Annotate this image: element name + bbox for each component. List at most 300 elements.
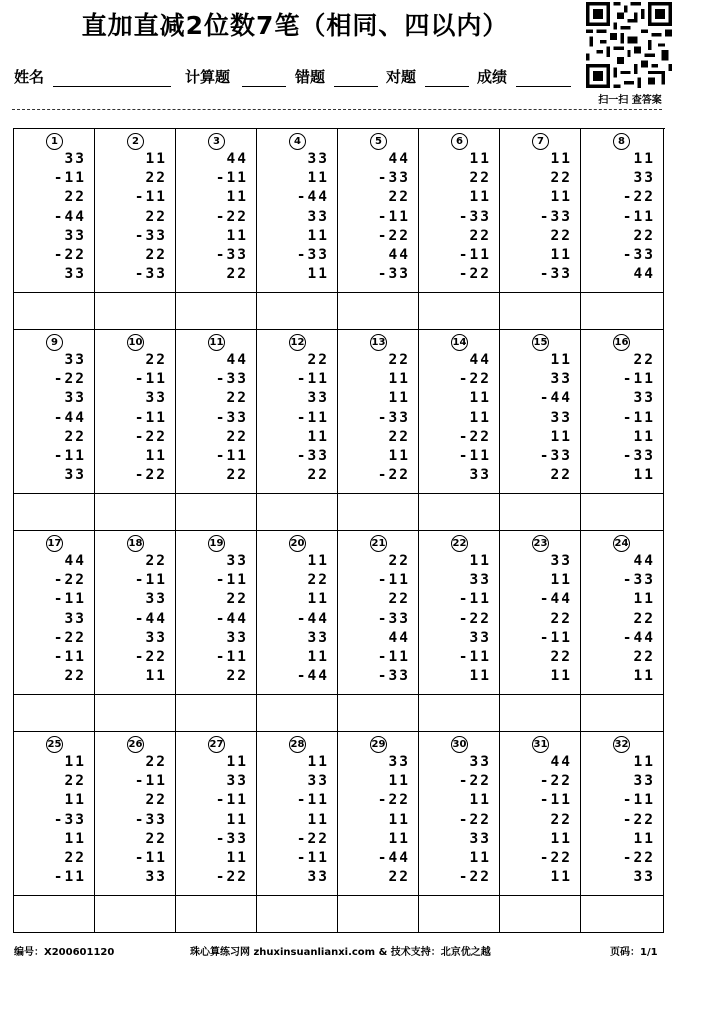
problem-value: 11 (307, 553, 329, 569)
problem-value: -33 (377, 668, 410, 685)
answer-box[interactable] (176, 494, 257, 531)
answer-box[interactable] (95, 695, 176, 732)
problem-value: -22 (296, 830, 329, 847)
cut-line (12, 109, 662, 110)
problem-cell (95, 531, 176, 695)
problem-value: 22 (633, 610, 655, 627)
problem-value: -11 (622, 792, 655, 809)
footer-serial: 编号：X200601120 (14, 947, 115, 958)
problem-value: 22 (388, 189, 410, 206)
problem-value: -22 (134, 649, 167, 665)
student-info-row (14, 66, 589, 90)
problem-cell (581, 732, 664, 896)
problem-cell (176, 732, 257, 896)
problem-value: 22 (226, 668, 248, 685)
answer-box[interactable] (95, 896, 176, 933)
problem-value: 11 (633, 754, 655, 770)
problem-value: -22 (53, 572, 86, 589)
problem-value: -44 (622, 629, 655, 646)
answer-box[interactable] (257, 896, 338, 933)
problem-value: 11 (388, 390, 410, 407)
problem-value: -44 (134, 610, 167, 627)
problem-value: 11 (307, 266, 329, 283)
problem-value: -11 (134, 850, 167, 866)
answer-box[interactable] (257, 494, 338, 531)
problem-value: 22 (226, 428, 248, 445)
problem-cell (419, 732, 500, 896)
problem-number: 3 (208, 133, 225, 150)
problem-value: 33 (145, 390, 167, 407)
problem-value: 11 (307, 649, 329, 665)
count-label: 计算题 (185, 68, 231, 86)
problem-value: 11 (388, 448, 410, 464)
problem-value: -44 (296, 189, 329, 206)
problem-value: 44 (550, 754, 572, 770)
problem-value: 11 (550, 668, 572, 685)
problem-value: -11 (622, 208, 655, 225)
problem-value: -22 (215, 208, 248, 225)
problem-cell (338, 732, 419, 896)
problem-number: 4 (289, 133, 306, 150)
right-field[interactable] (425, 86, 469, 87)
problem-number: 20 (289, 535, 306, 552)
problem-value: -11 (377, 572, 410, 589)
problem-value: 33 (64, 390, 86, 407)
problem-value: 22 (64, 428, 86, 445)
problem-value: 44 (388, 629, 410, 646)
answer-box[interactable] (338, 896, 419, 933)
problem-value: 22 (145, 792, 167, 809)
answer-box[interactable] (257, 695, 338, 732)
problem-value: 33 (469, 754, 491, 770)
problem-cell (500, 129, 581, 293)
problem-value: 11 (145, 668, 167, 685)
answer-box[interactable] (500, 896, 581, 933)
problem-value: 22 (550, 467, 572, 484)
problem-value: -33 (377, 409, 410, 426)
problem-cell (338, 330, 419, 494)
answer-box[interactable] (95, 293, 176, 330)
problem-value: 11 (388, 371, 410, 388)
problem-value: 22 (226, 467, 248, 484)
problem-value: 22 (64, 773, 86, 790)
problem-value: -33 (622, 247, 655, 263)
problem-value: -11 (215, 649, 248, 665)
problem-cell (14, 531, 95, 695)
problem-value: -11 (458, 247, 491, 263)
problem-value: 22 (145, 170, 167, 187)
problem-value: -11 (53, 448, 86, 464)
problem-value: -33 (622, 448, 655, 464)
qr-code-icon[interactable] (586, 2, 672, 88)
problem-cell (581, 531, 664, 695)
problem-value: 22 (469, 170, 491, 187)
problem-value: 33 (145, 629, 167, 646)
problem-value: -33 (134, 266, 167, 283)
footer-page: 页码：1/1 (610, 947, 658, 958)
answer-box[interactable] (14, 293, 95, 330)
problem-value: 11 (633, 668, 655, 685)
problem-value: -22 (458, 610, 491, 627)
problem-value: 44 (226, 151, 248, 167)
problem-value: 11 (633, 467, 655, 484)
problem-value: -44 (377, 850, 410, 866)
problem-cell (257, 531, 338, 695)
problem-value: -44 (296, 668, 329, 685)
problem-number: 30 (451, 736, 468, 753)
answer-box[interactable] (419, 695, 500, 732)
problem-value: 11 (307, 227, 329, 244)
problem-value: -22 (622, 189, 655, 206)
problem-number: 8 (613, 133, 630, 150)
problem-value: 22 (550, 227, 572, 244)
problem-value: -11 (134, 773, 167, 790)
problem-number: 9 (46, 334, 63, 351)
problem-value: 33 (145, 591, 167, 608)
problem-value: 33 (550, 553, 572, 569)
problem-value: -11 (458, 448, 491, 464)
problem-value: 33 (550, 371, 572, 388)
problem-value: 11 (469, 850, 491, 866)
problem-value: 33 (64, 610, 86, 627)
problem-value: 22 (550, 610, 572, 627)
problem-value: 11 (550, 572, 572, 589)
problem-value: -44 (53, 208, 86, 225)
answer-box[interactable] (14, 494, 95, 531)
problem-value: 22 (307, 572, 329, 589)
problem-cell (581, 129, 664, 293)
answer-box[interactable] (500, 293, 581, 330)
problem-number: 25 (46, 736, 63, 753)
answer-box[interactable] (581, 293, 664, 330)
problem-value: 11 (550, 830, 572, 847)
problem-value: 44 (469, 352, 491, 368)
problem-value: 11 (469, 792, 491, 809)
problem-value: -44 (215, 610, 248, 627)
problem-value: 33 (64, 227, 86, 244)
problem-value: 33 (307, 773, 329, 790)
problem-value: 22 (388, 553, 410, 569)
problem-value: -22 (53, 247, 86, 263)
problem-value: 11 (226, 850, 248, 866)
problem-value: 11 (64, 792, 86, 809)
problem-value: -33 (215, 247, 248, 263)
problem-value: 11 (307, 170, 329, 187)
problem-value: -33 (296, 448, 329, 464)
problem-value: -22 (377, 227, 410, 244)
problem-value: 33 (633, 390, 655, 407)
problem-number: 16 (613, 334, 630, 351)
problem-value: 11 (550, 869, 572, 886)
problem-cell (176, 330, 257, 494)
problem-number: 27 (208, 736, 225, 753)
problem-value: 44 (388, 247, 410, 263)
problem-value: 33 (307, 208, 329, 225)
problem-value: -22 (458, 428, 491, 445)
problem-cell (419, 531, 500, 695)
problem-value: -11 (622, 371, 655, 388)
problem-value: -11 (53, 649, 86, 665)
problem-value: 11 (307, 754, 329, 770)
problem-number: 17 (46, 535, 63, 552)
problem-value: 33 (469, 629, 491, 646)
problem-value: -11 (215, 448, 248, 464)
problem-value: 11 (469, 390, 491, 407)
problem-value: -44 (539, 390, 572, 407)
problem-value: 11 (633, 591, 655, 608)
answer-box[interactable] (176, 293, 257, 330)
answer-box[interactable] (581, 896, 664, 933)
problem-cell (500, 531, 581, 695)
problem-value: -11 (458, 649, 491, 665)
problem-value: 22 (145, 553, 167, 569)
problem-value: -22 (458, 266, 491, 283)
problem-number: 10 (127, 334, 144, 351)
problem-value: -44 (296, 610, 329, 627)
problem-value: 11 (388, 830, 410, 847)
problem-value: 11 (469, 553, 491, 569)
problem-value: 33 (226, 629, 248, 646)
problem-value: 11 (145, 448, 167, 464)
problem-number: 28 (289, 736, 306, 753)
problem-value: 11 (307, 591, 329, 608)
problem-block (14, 732, 665, 933)
problem-value: 11 (550, 352, 572, 368)
problem-number: 5 (370, 133, 387, 150)
problem-value: 33 (307, 151, 329, 167)
problem-value: 33 (469, 467, 491, 484)
problem-value: -11 (215, 792, 248, 809)
problem-value: 44 (226, 352, 248, 368)
problem-cell (14, 732, 95, 896)
problem-value: 11 (226, 227, 248, 244)
problem-value: 22 (64, 189, 86, 206)
problem-value: 22 (633, 352, 655, 368)
problem-value: -11 (296, 409, 329, 426)
score-field[interactable] (516, 86, 571, 87)
problem-value: 11 (550, 247, 572, 263)
answer-box[interactable] (14, 896, 95, 933)
problem-number: 15 (532, 334, 549, 351)
answer-box[interactable] (95, 494, 176, 531)
problem-value: 22 (226, 266, 248, 283)
problem-value: -33 (134, 811, 167, 828)
problem-block (14, 129, 665, 330)
problem-number: 14 (451, 334, 468, 351)
problem-value: -22 (53, 371, 86, 388)
answer-box[interactable] (176, 695, 257, 732)
answer-box[interactable] (338, 695, 419, 732)
problem-value: -44 (539, 591, 572, 608)
name-field[interactable] (53, 86, 171, 87)
problem-value: 44 (388, 151, 410, 167)
problem-grid (13, 128, 665, 933)
problem-cell (257, 330, 338, 494)
problem-value: -22 (134, 428, 167, 445)
problem-cell (419, 129, 500, 293)
answer-box[interactable] (257, 293, 338, 330)
problem-cell (338, 531, 419, 695)
count-field[interactable] (242, 86, 286, 87)
problem-value: 33 (633, 869, 655, 886)
problem-value: -11 (215, 572, 248, 589)
problem-value: -33 (539, 266, 572, 283)
problem-value: 11 (633, 830, 655, 847)
problem-cell (95, 732, 176, 896)
problem-number: 13 (370, 334, 387, 351)
answer-box[interactable] (176, 896, 257, 933)
problem-value: 22 (388, 591, 410, 608)
problem-value: 33 (64, 467, 86, 484)
answer-box[interactable] (338, 293, 419, 330)
wrong-field[interactable] (334, 86, 378, 87)
problem-value: 11 (145, 151, 167, 167)
problem-value: 11 (633, 428, 655, 445)
answer-box[interactable] (419, 293, 500, 330)
problem-value: -33 (215, 830, 248, 847)
problem-value: 11 (226, 754, 248, 770)
problem-value: 22 (388, 428, 410, 445)
problem-value: 22 (145, 208, 167, 225)
problem-value: 33 (550, 409, 572, 426)
answer-box[interactable] (14, 695, 95, 732)
problem-value: -33 (377, 170, 410, 187)
problem-value: -33 (377, 266, 410, 283)
problem-value: -22 (377, 467, 410, 484)
problem-value: -11 (377, 208, 410, 225)
problem-value: -11 (296, 850, 329, 866)
problem-value: -22 (215, 869, 248, 886)
problem-value: -11 (215, 170, 248, 187)
problem-number: 31 (532, 736, 549, 753)
problem-value: 11 (469, 151, 491, 167)
problem-cell (500, 330, 581, 494)
problem-cell (257, 732, 338, 896)
problem-value: 22 (226, 591, 248, 608)
problem-value: 22 (388, 352, 410, 368)
problem-value: 33 (469, 830, 491, 847)
problem-value: -22 (622, 850, 655, 866)
problem-block (14, 531, 665, 732)
problem-value: -22 (53, 629, 86, 646)
problem-value: 11 (307, 428, 329, 445)
problem-value: 33 (64, 151, 86, 167)
problem-value: 33 (307, 390, 329, 407)
problem-cell (95, 330, 176, 494)
problem-value: -33 (215, 409, 248, 426)
problem-value: 11 (307, 811, 329, 828)
problem-value: 22 (550, 170, 572, 187)
problem-value: 22 (145, 247, 167, 263)
problem-value: -33 (215, 371, 248, 388)
problem-value: 22 (550, 811, 572, 828)
problem-value: -11 (53, 170, 86, 187)
problem-value: -33 (622, 572, 655, 589)
answer-box[interactable] (419, 896, 500, 933)
problem-number: 24 (613, 535, 630, 552)
problem-cell (257, 129, 338, 293)
problem-cell (581, 330, 664, 494)
problem-cell (176, 129, 257, 293)
problem-value: -11 (53, 591, 86, 608)
problem-value: -11 (134, 371, 167, 388)
problem-value: 11 (550, 189, 572, 206)
problem-value: 22 (145, 830, 167, 847)
problem-value: 33 (388, 754, 410, 770)
problem-value: -44 (53, 409, 86, 426)
problem-value: 33 (469, 572, 491, 589)
problem-value: 33 (307, 869, 329, 886)
problem-cell (419, 330, 500, 494)
problem-value: 11 (633, 151, 655, 167)
problem-cell (500, 732, 581, 896)
problem-value: 11 (469, 668, 491, 685)
answer-box[interactable] (500, 494, 581, 531)
answer-box[interactable] (500, 695, 581, 732)
problem-value: 11 (388, 811, 410, 828)
problem-value: 22 (307, 352, 329, 368)
answer-box[interactable] (581, 494, 664, 531)
problem-value: -22 (377, 792, 410, 809)
problem-value: 11 (388, 773, 410, 790)
problem-value: 33 (226, 773, 248, 790)
right-label: 对题 (386, 68, 417, 86)
problem-value: 22 (226, 390, 248, 407)
problem-value: -33 (539, 448, 572, 464)
answer-box[interactable] (581, 695, 664, 732)
problem-number: 22 (451, 535, 468, 552)
problem-value: -11 (53, 869, 86, 886)
problem-value: -22 (458, 371, 491, 388)
problem-value: -11 (458, 591, 491, 608)
problem-value: 22 (550, 649, 572, 665)
problem-value: -33 (53, 811, 86, 828)
problem-value: -11 (296, 792, 329, 809)
problem-value: 33 (633, 773, 655, 790)
problem-cell (14, 129, 95, 293)
problem-value: -33 (134, 227, 167, 244)
answer-box[interactable] (419, 494, 500, 531)
problem-value: 22 (145, 754, 167, 770)
problem-number: 21 (370, 535, 387, 552)
problem-value: 33 (307, 629, 329, 646)
problem-number: 1 (46, 133, 63, 150)
problem-number: 29 (370, 736, 387, 753)
answer-box[interactable] (338, 494, 419, 531)
problem-value: -33 (377, 610, 410, 627)
problem-value: 22 (307, 467, 329, 484)
problem-value: 44 (633, 553, 655, 569)
qr-caption: 扫一扫 查答案 (598, 95, 662, 106)
problem-value: -33 (458, 208, 491, 225)
problem-value: -11 (539, 629, 572, 646)
problem-value: -22 (458, 869, 491, 886)
problem-value: 22 (633, 227, 655, 244)
problem-value: -33 (296, 247, 329, 263)
problem-value: 11 (226, 811, 248, 828)
problem-value: 22 (64, 850, 86, 866)
page-title: 直加直减2位数7笔（相同、四以内） (81, 11, 509, 40)
name-label: 姓名 (14, 68, 45, 86)
problem-value: -11 (134, 409, 167, 426)
problem-value: -11 (296, 371, 329, 388)
problem-value: -11 (134, 572, 167, 589)
problem-value: 11 (64, 754, 86, 770)
problem-value: 11 (550, 151, 572, 167)
problem-value: -11 (377, 649, 410, 665)
problem-value: 11 (469, 409, 491, 426)
problem-number: 2 (127, 133, 144, 150)
